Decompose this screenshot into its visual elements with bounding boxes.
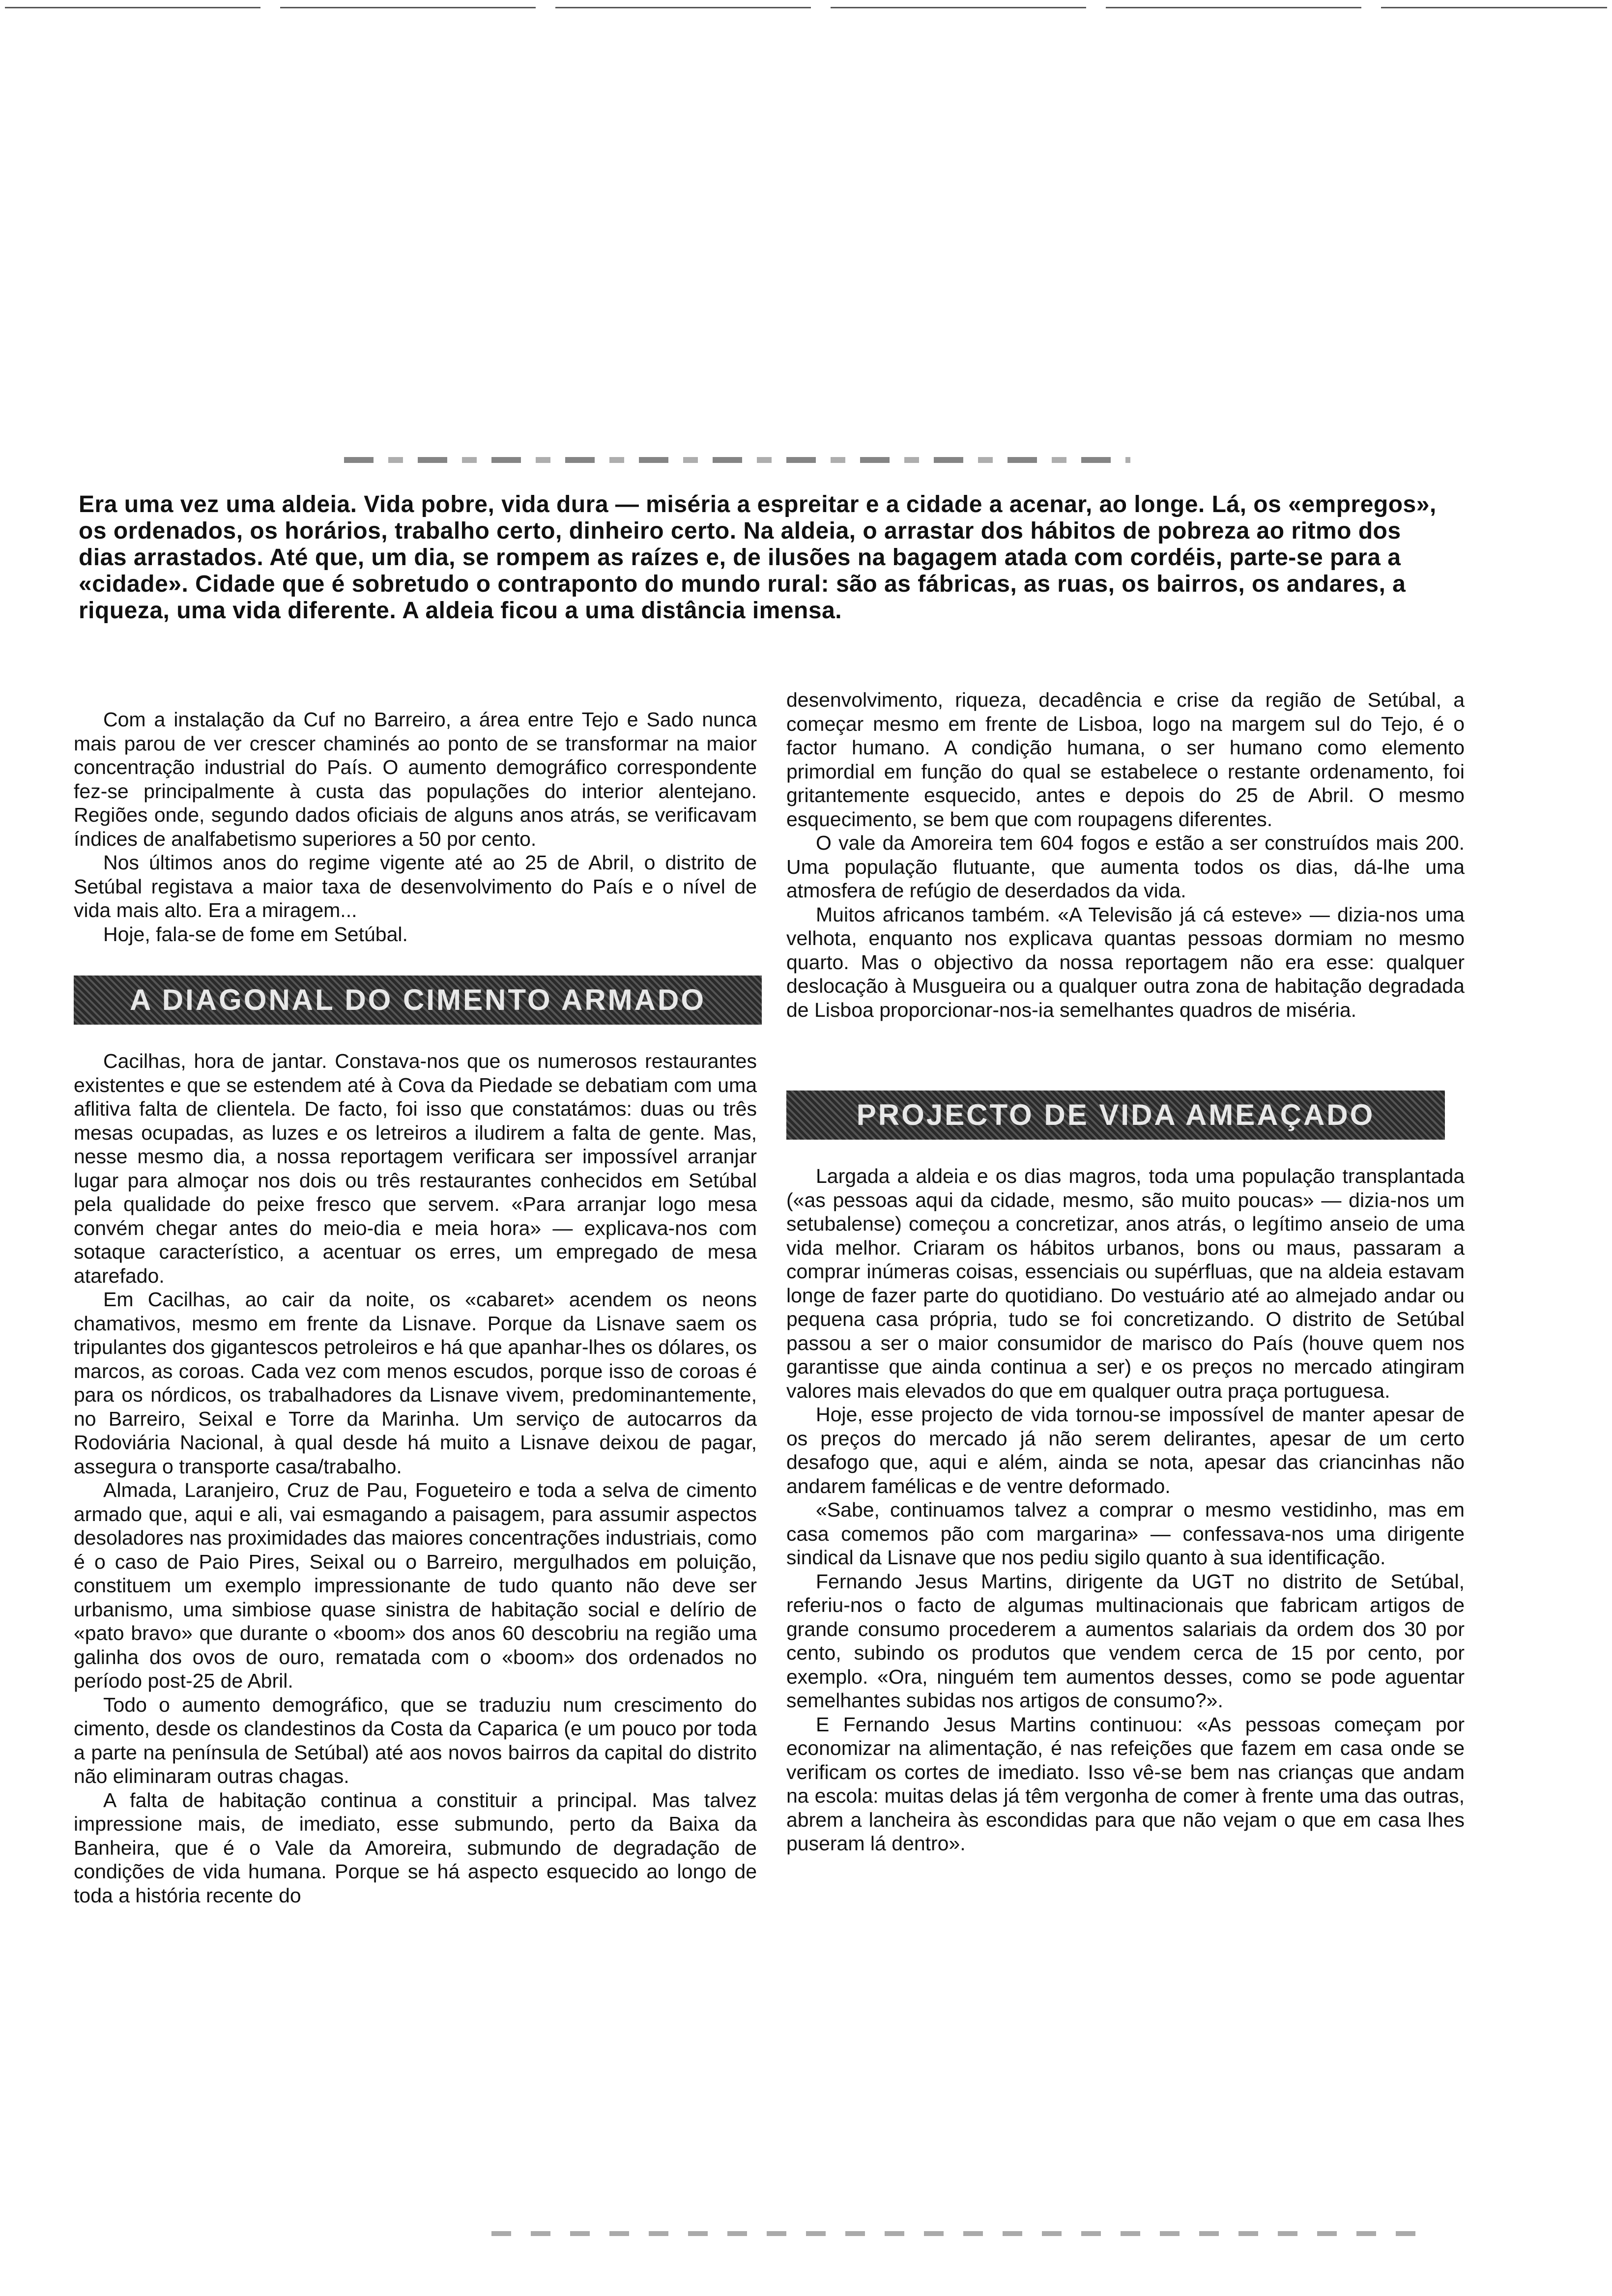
right-column: [786, 688, 1465, 1856]
left-body-paragraph: Cacilhas, hora de jantar. Constava-nos que os numerosos restaurantes existentes e que se estendem até à Cova da Piedade se debatiam com uma aflitiva falta de clientela. De facto, foi isso que constatámos: duas ou três mesas ocupadas, as luzes e os letreiros a iludirem a falta de gente. Mas, nesse mesmo dia, a nossa reportagem verificara ser impossível arranjar lugar para almoçar nos dois ou três restaurantes conhecidos em Setúbal pela qualidade do peixe fresco que servem. «Para arranjar logo mesa convém chegar antes do meio-dia e meia hora» — explicava-nos com sotaque característico, a acentuar os erres, um empregado de mesa atarefado.: [74, 1050, 757, 1287]
left-body-paragraph: A falta de habitação continua a constituir a principal. Mas talvez impressione mais, de imediato, esse submundo, perto da Baixa da Banheira, que é o Vale da Amoreira, submundo de degradação de condições de vida humana. Porque se há aspecto esquecido ao longo de toda a história recente do: [74, 1788, 757, 1907]
right-body-paragraph: «Sabe, continuamos talvez a comprar o mesmo vestidinho, mas em casa comemos pão com margarina» — confessava-nos uma dirigente sindical da Lisnave que nos pediu sigilo quanto à sua identificação.: [786, 1498, 1465, 1569]
left-body-paragraph: Almada, Laranjeiro, Cruz de Pau, Fogueteiro e toda a selva de cimento armado que, aqui e ali, vai esmagando a paisagem, para assumir aspectos desoladores nas proximidades das maiores concentrações industriais, como é o caso de Paio Pires, Seixal ou o Barreiro, mergulhados em poluição, constituem um exemplo impressionante de tudo quanto não deve ser urbanismo, uma simbiose quase sinistra de habitação social e delírio de «pato bravo» que durante o «boom» dos anos 60 descobriu na região uma galinha dos ovos de ouro, rematada com o «boom» dos ordenados no período post-25 de Abril.: [74, 1479, 757, 1692]
scan-artifact-line: [344, 457, 1130, 463]
left-intro-paragraph: Hoje, fala-se de fome em Setúbal.: [103, 922, 408, 946]
left-body-paragraph: Em Cacilhas, ao cair da noite, os «cabaret» acendem os neons chamativos, mesmo em frente da Lisnave. Porque da Lisnave saem os tripulantes dos gigantescos petroleiros e há que apanhar-lhes os dólares, os marcos, as coroas. Cada vez com menos escudos, porque isso de coroas é para os nórdicos, os trabalhadores da Lisnave vivem, predominantemente, no Barreiro, Seixal e Torre da Marinha. Um serviço de autocarros da Rodoviária Nacional, à qual desde há muito a Lisnave deixou de pagar, assegura o transporte casa/trabalho.: [74, 1288, 757, 1478]
left-intro-paragraph: Com a instalação da Cuf no Barreiro, a área entre Tejo e Sado nunca mais parou de ver crescer chaminés ao ponto de se transformar na maior concentração industrial do País. O aumento demográfico correspondente fez-se principalmente à custa das populações do interior alentejano. Regiões onde, segundo dados oficiais de alguns anos atrás, se verificavam índices de analfabetismo superiores a 50 por cento.: [74, 708, 757, 850]
right-body-paragraph: Hoje, esse projecto de vida tornou-se impossível de manter apesar de os preços do mercado já não serem delirantes, apesar de um certo desafogo que, aqui e além, ainda se nota, apesar das criancinhas não andarem famélicas e de ventre deformado.: [786, 1403, 1465, 1497]
left-intro-paragraph: Nos últimos anos do regime vigente até ao 25 de Abril, o distrito de Setúbal registava a maior taxa de desenvolvimento do País e o nível de vida mais alto. Era a miragem...: [74, 851, 757, 921]
right-intro-paragraph: O vale da Amoreira tem 604 fogos e estão a ser construídos mais 200. Uma população flutuante, que aumenta todos os dias, dá-lhe uma atmosfera de refúgio de deserdados da vida.: [786, 832, 1465, 902]
top-border-rule: [5, 7, 1607, 8]
right-body-paragraph: Largada a aldeia e os dias magros, toda uma população transplantada («as pessoas aqui da cidade, mesmo, são muito poucas» — dizia-nos um setubalense) começou a concretizar, anos atrás, o legítimo anseio de uma vida melhor. Criaram os hábitos urbanos, bons ou maus, passaram a comprar inúmeras coisas, essenciais ou supérfluas, que na aldeia estavam longe de fazer parte do quotidiano. Do vestuário até ao almejado andar ou pequena casa própria, tudo se foi concretizando. O distrito de Setúbal passou a ser o maior consumidor de marisco do País (houve quem nos garantisse que ainda continua a ser) e os preços no mercado atingiram valores mais elevados do que em qualquer outra praça portuguesa.: [786, 1165, 1465, 1402]
left-body-paragraph: Todo o aumento demográfico, que se traduziu num crescimento do cimento, desde os clandestinos da Costa da Caparica (e um pouco por toda a parte na península de Setúbal) até aos novos bairros da capital do distrito não eliminaram outras chagas.: [74, 1693, 757, 1787]
right-intro-paragraph: Muitos africanos também. «A Televisão já cá esteve» — dizia-nos uma velhota, enquanto nos explicava quantas pessoas dormiam no mesmo quarto. Mas o objectivo da nossa reportagem não era esse: qualquer deslocação à Musgueira ou a qualquer outra zona de habitação degradada de Lisboa proporcionar-nos-ia semelhantes quadros de miséria.: [786, 903, 1465, 1021]
section-heading-projecto-de-vida: PROJECTO DE VIDA AMEAÇADO: [786, 1091, 1445, 1140]
left-column: [74, 708, 757, 1907]
right-body-paragraph: E Fernando Jesus Martins continuou: «As pessoas começam por economizar na alimentação, é nas refeições que fazem em casa onde se verificam os cortes de imediato. Isso vê-se bem nas crianças que andam na escola: muitas delas já têm vergonha de comer à frente uma das outras, abrem a lancheira às escondidas para que não vejam o que em casa lhes puseram lá dentro».: [786, 1713, 1465, 1855]
section-heading-cimento-armado: A DIAGONAL DO CIMENTO ARMADO: [74, 976, 762, 1025]
lead-paragraph: Era uma vez uma aldeia. Vida pobre, vida dura — miséria a espreitar e a cidade a acenar, ao longe. Lá, os «empregos», os ordenados, os horários, trabalho certo, dinheiro certo. Na aldeia, o arrastar dos hábitos de pobreza ao ritmo dos dias arrastados. Até que, um dia, se rompem as raízes e, de ilusões na bagagem atada com cordéis, parte-se para a «cidade». Cidade que é sobretudo o contraponto do mundo rural: são as fábricas, as ruas, os bairros, os andares, a riqueza, uma vida diferente. A aldeia ficou a uma distância imensa.: [79, 491, 1437, 624]
scan-artifact-bottom: [491, 2231, 1425, 2236]
right-body-paragraph: Fernando Jesus Martins, dirigente da UGT no distrito de Setúbal, referiu-nos o facto de algumas multinacionais que fabricam artigos de grande consumo procederem a aumentos salariais da ordem dos 30 por cento, subindo os produtos que vendem cerca de 15 por cento, por exemplo. «Ora, ninguém tem aumentos desses, como se pode aguentar semelhantes subidas nos artigos de consumo?».: [786, 1570, 1465, 1712]
right-intro-paragraph: desenvolvimento, riqueza, decadência e crise da região de Setúbal, a começar mesmo em frente de Lisboa, logo na margem sul do Tejo, é o factor humano. A condição humana, o ser humano como elemento primordial em função do qual se estabelece o restante ordenamento, foi gritantemente esquecido, antes e depois do 25 de Abril. O mesmo esquecimento, se bem que com roupagens diferentes.: [786, 689, 1465, 831]
